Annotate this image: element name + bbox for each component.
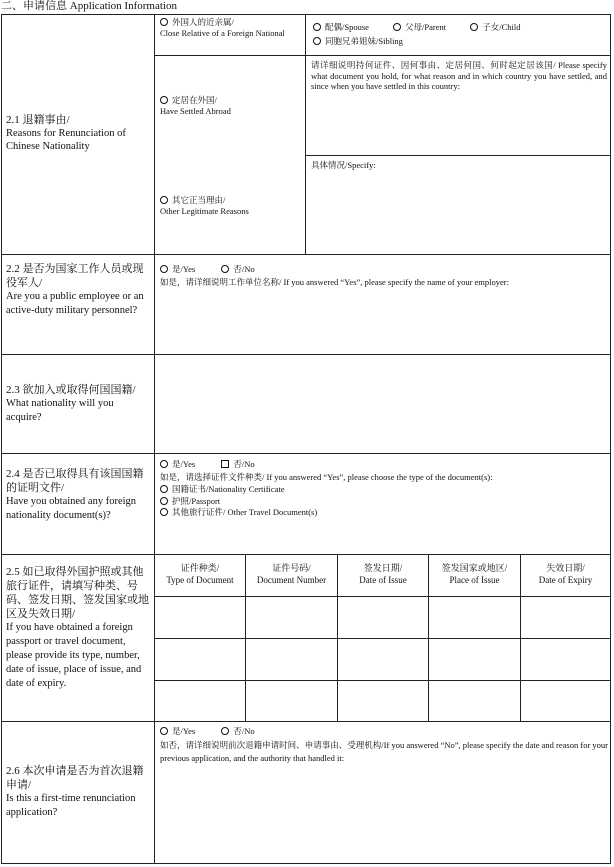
q24-no-option[interactable]: 否/No	[233, 459, 255, 469]
option-close-relative[interactable]	[160, 17, 302, 38]
q24-label-cn: 2.4 是否已取得具有该国国籍的证明文件/	[6, 468, 144, 494]
q26-no-option[interactable]: 否/No	[233, 726, 255, 736]
doc-option-passport[interactable]: 护照/Passport	[172, 495, 221, 506]
col-expiry-en: Date of Expiry	[538, 575, 593, 585]
doc-option-nationality-certificate[interactable]: 国籍证书/Nationality Certificate	[172, 484, 285, 494]
radio-bullet-icon[interactable]	[221, 727, 229, 735]
radio-bullet-icon[interactable]	[160, 727, 168, 735]
q25-column-header	[521, 562, 610, 586]
q21-label-en: Reasons for Renunciation of Chinese Nationality	[6, 128, 126, 152]
q21-inner-divider	[305, 155, 611, 156]
q25-label-en: If you have obtained a foreign passport or travel document, please provide its type, number, date of issue, place of issue, and date of expiry.	[6, 622, 142, 689]
q26-answer	[160, 726, 608, 765]
radio-bullet-icon[interactable]	[313, 23, 321, 31]
q25-grid-line	[154, 680, 611, 681]
radio-bullet-icon[interactable]	[221, 265, 229, 273]
q21-label-cn: 2.1 退籍事由/	[6, 114, 70, 126]
q22-label	[6, 262, 149, 318]
radio-bullet-icon[interactable]	[160, 265, 168, 273]
column-divider	[154, 14, 155, 864]
q26-detail-prompt: 如否，请详细说明前次退籍申请时间、申请事由、受理机构/If you answered “No”, please specify the date and reason for your previous application, and the authority that handled it:	[160, 739, 608, 763]
specify-prompt: 具体情况/Specify:	[311, 160, 376, 170]
q25-column-header	[155, 562, 245, 586]
col-place-en: Place of Issue	[449, 575, 500, 585]
q25-column-header	[246, 562, 337, 586]
q24-label-en: Have you obtained any foreign nationality document(s)?	[6, 496, 137, 521]
q22-no-option[interactable]: 否/No	[233, 264, 255, 274]
col-number-cn: 证件号码/	[272, 563, 311, 573]
q25-grid-line	[154, 596, 611, 597]
q25-grid-line	[154, 638, 611, 639]
q23-label	[6, 383, 149, 425]
q26-label-cn: 2.6 本次申请是否为首次退籍申请/	[6, 765, 144, 791]
q24-yes-option[interactable]: 是/Yes	[172, 459, 196, 469]
other-cn: 其它正当理由/	[172, 195, 226, 205]
q22-yes-option[interactable]: 是/Yes	[172, 264, 196, 274]
row-divider	[1, 453, 611, 454]
radio-bullet-icon[interactable]	[160, 497, 168, 505]
q25-label	[6, 565, 149, 691]
col-number-en: Document Number	[256, 575, 327, 585]
q24-detail-prompt: 如是，请选择证件文件种类/ If you answered “Yes”, please choose the type of the document(s):	[160, 471, 493, 482]
q21-label	[6, 113, 151, 153]
row-divider	[1, 354, 611, 355]
q24-answer	[160, 459, 606, 518]
radio-bullet-icon[interactable]	[160, 196, 168, 204]
q22-answer	[160, 264, 606, 287]
option-other-reasons[interactable]	[160, 195, 302, 216]
q26-label-en: Is this a first-time renunciation application?	[6, 793, 136, 818]
col-issue-date-cn: 签发日期/	[363, 563, 403, 573]
q22-detail-prompt: 如是，请详细说明工作单位名称/ If you answered “Yes”, please specify the name of your employer:	[160, 276, 509, 287]
radio-bullet-icon[interactable]	[160, 508, 168, 516]
radio-bullet-icon[interactable]	[313, 37, 321, 45]
q25-column-header	[338, 562, 428, 586]
q22-label-en: Are you a public employee or an active-duty military personnel?	[6, 291, 144, 316]
other-en: Other Legitimate Reasons	[160, 205, 249, 216]
col-expiry-cn: 失效日期/	[546, 563, 585, 573]
option-sibling[interactable]: 同胞兄弟姐妹/Sibling	[325, 35, 403, 46]
q23-answer-area[interactable]	[156, 356, 609, 452]
q24-label	[6, 467, 149, 523]
radio-bullet-icon[interactable]	[393, 23, 401, 31]
radio-bullet-icon[interactable]	[160, 18, 168, 26]
q26-label	[6, 764, 149, 820]
col-issue-date-en: Date of Issue	[359, 575, 407, 585]
q25-label-cn: 2.5 如已取得外国护照或其他旅行证件，请填写种类、号码、签发日期、签发国家或地区及失效日期/	[6, 566, 149, 620]
q21-inner-divider	[154, 55, 611, 56]
q21-inner-divider	[305, 14, 306, 255]
option-spouse[interactable]: 配偶/Spouse	[325, 22, 369, 32]
doc-option-other-travel[interactable]: 其他旅行证件/ Other Travel Document(s)	[172, 507, 318, 517]
q26-yes-option[interactable]: 是/Yes	[172, 726, 196, 736]
radio-bullet-icon[interactable]	[160, 485, 168, 493]
q22-label-cn: 2.2 是否为国家工作人员或现役军人/	[6, 263, 144, 289]
col-type-cn: 证件种类/	[180, 563, 220, 573]
settled-detail-prompt: 请详细说明持何证件、因何事由、定居何国、何时起定居该国/ Please specify what document you hold, for what reason and in which country you have settled, and since when you have settled in this country:	[311, 60, 607, 91]
option-settled-abroad[interactable]	[160, 95, 302, 116]
radio-bullet-icon[interactable]	[160, 96, 168, 104]
checkbox-icon[interactable]	[221, 460, 229, 468]
radio-bullet-icon[interactable]	[160, 460, 168, 468]
settled-en: Have Settled Abroad	[160, 105, 231, 116]
radio-bullet-icon[interactable]	[470, 23, 478, 31]
q23-label-cn: 2.3 欲加入或取得何国国籍/	[6, 384, 136, 396]
row-divider	[1, 254, 611, 255]
q23-label-en: What nationality will you acquire?	[6, 398, 114, 423]
q25-column-header	[429, 562, 520, 586]
section-title: 二、申请信息 Application Information	[1, 0, 177, 12]
relative-options	[313, 22, 609, 46]
close-relative-en: Close Relative of a Foreign National	[160, 27, 285, 38]
settled-cn: 定居在外国/	[172, 95, 217, 105]
col-place-cn: 签发国家或地区/	[441, 563, 508, 573]
col-type-en: Type of Document	[166, 575, 234, 585]
option-child[interactable]: 子女/Child	[482, 22, 521, 32]
close-relative-cn: 外国人的近亲属/	[172, 17, 234, 27]
option-parent[interactable]: 父母/Parent	[405, 22, 447, 32]
